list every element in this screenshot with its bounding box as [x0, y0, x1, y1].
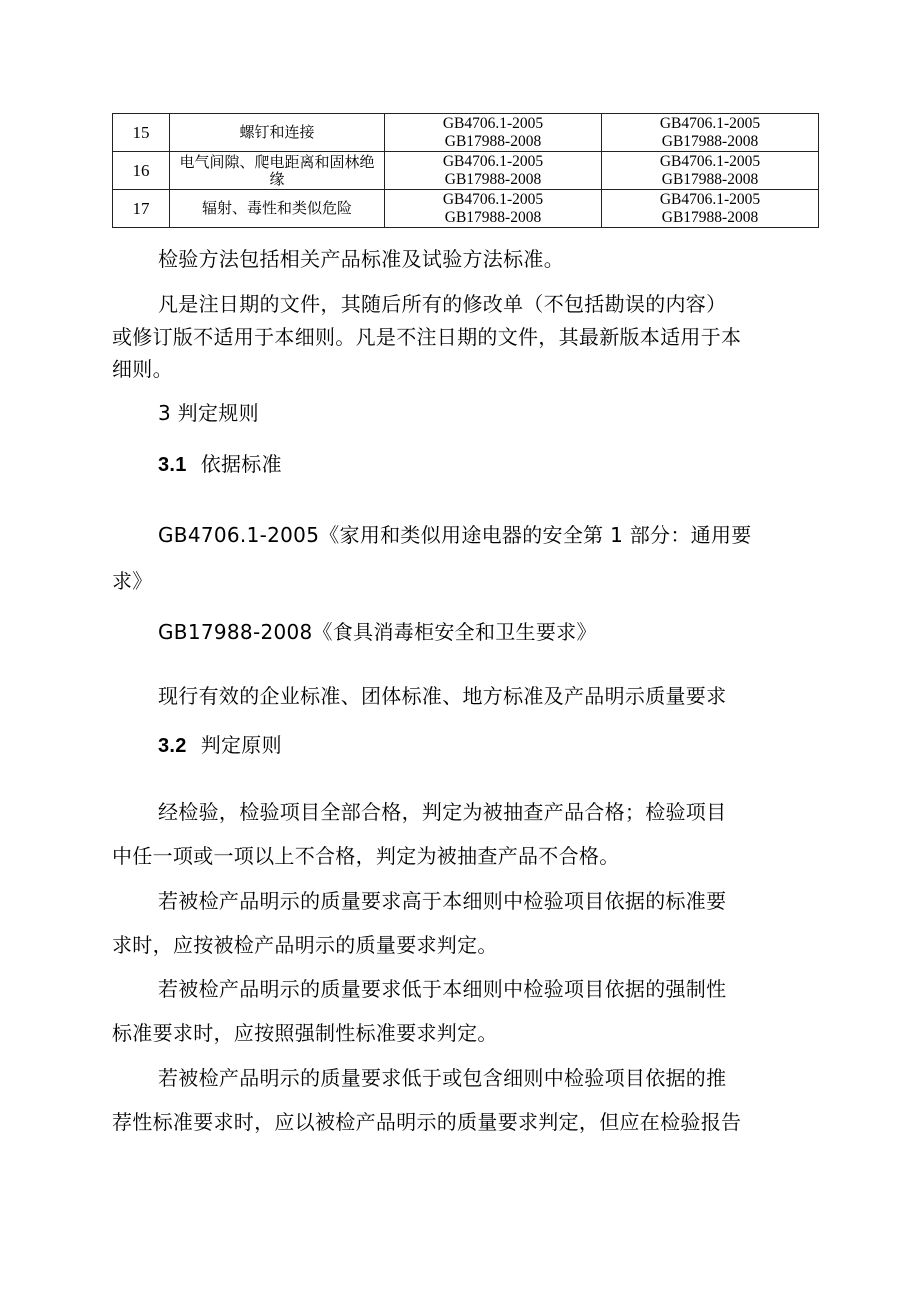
inspection-item: 辐射、毒性和类似危险 — [170, 190, 385, 228]
standard-reference: GB17988-2008《食具消毒柜安全和卫生要求》 — [158, 620, 597, 644]
table-row — [113, 190, 819, 228]
row-number: 15 — [113, 114, 170, 152]
table-row — [113, 114, 819, 152]
standard-code: GB17988-2008 — [661, 208, 759, 226]
judgement-standard — [602, 114, 819, 152]
row-number: 16 — [113, 152, 170, 190]
paragraph-dated-docs-line: 凡是注日期的文件，其随后所有的修改单（不包括勘误的内容） — [158, 292, 727, 316]
paragraph-line: 若被检产品明示的质量要求低于本细则中检验项目依据的强制性 — [158, 977, 727, 1001]
standards-table — [112, 113, 819, 228]
section-number: 3.1 — [158, 454, 187, 476]
standard-code: GB4706.1-2005 — [659, 190, 761, 208]
section-title: 判定原则 — [200, 733, 282, 757]
paragraph-dated-docs-line: 或修订版不适用于本细则。凡是不注日期的文件，其最新版本适用于本 — [112, 325, 742, 349]
paragraph-line: 标准要求时，应按照强制性标准要求判定。 — [112, 1021, 498, 1045]
standard-code: GB4706.1-2005 — [442, 152, 544, 170]
judgement-standard — [602, 152, 819, 190]
paragraph-test-methods: 检验方法包括相关产品标准及试验方法标准。 — [158, 247, 564, 271]
judgement-standard — [602, 190, 819, 228]
subsection-heading-principles — [158, 733, 282, 758]
section-heading-judgement-rules: 3 判定规则 — [158, 401, 259, 425]
standard-code: GB4706.1-2005 — [659, 152, 761, 170]
row-number: 17 — [113, 190, 170, 228]
standard-code: GB17988-2008 — [444, 208, 542, 226]
standard-code: GB4706.1-2005 — [442, 114, 544, 132]
method-standard — [385, 152, 602, 190]
inspection-item: 电气间隙、爬电距离和固林绝缘 — [170, 152, 385, 190]
paragraph-line: 经检验，检验项目全部合格，判定为被抽查产品合格；检验项目 — [158, 800, 727, 824]
standard-code: GB4706.1-2005 — [659, 114, 761, 132]
standard-reference-line: 求》 — [112, 569, 153, 593]
standard-code: GB17988-2008 — [661, 132, 759, 150]
inspection-item: 螺钉和连接 — [170, 114, 385, 152]
standard-code: GB4706.1-2005 — [442, 190, 544, 208]
paragraph-line: 荐性标准要求时，应以被检产品明示的质量要求判定，但应在检验报告 — [112, 1110, 742, 1134]
paragraph-line: 若被检产品明示的质量要求高于本细则中检验项目依据的标准要 — [158, 889, 727, 913]
paragraph-line: 中任一项或一项以上不合格，判定为被抽查产品不合格。 — [112, 844, 620, 868]
standard-code: GB17988-2008 — [661, 170, 759, 188]
method-standard — [385, 114, 602, 152]
paragraph-dated-docs-line: 细则。 — [112, 357, 173, 381]
table-row — [113, 152, 819, 190]
section-number: 3.2 — [158, 735, 187, 757]
standard-code: GB17988-2008 — [444, 132, 542, 150]
paragraph-line: 求时，应按被检产品明示的质量要求判定。 — [112, 933, 498, 957]
paragraph-line: 若被检产品明示的质量要求低于或包含细则中检验项目依据的推 — [158, 1066, 727, 1090]
subsection-heading-basis — [158, 452, 282, 477]
method-standard — [385, 190, 602, 228]
standard-reference-line: GB4706.1-2005《家用和类似用途电器的安全第 1 部分：通用要 — [158, 523, 752, 547]
standard-code: GB17988-2008 — [444, 170, 542, 188]
section-title: 依据标准 — [200, 452, 282, 476]
standard-reference: 现行有效的企业标准、团体标准、地方标准及产品明示质量要求 — [158, 684, 727, 708]
